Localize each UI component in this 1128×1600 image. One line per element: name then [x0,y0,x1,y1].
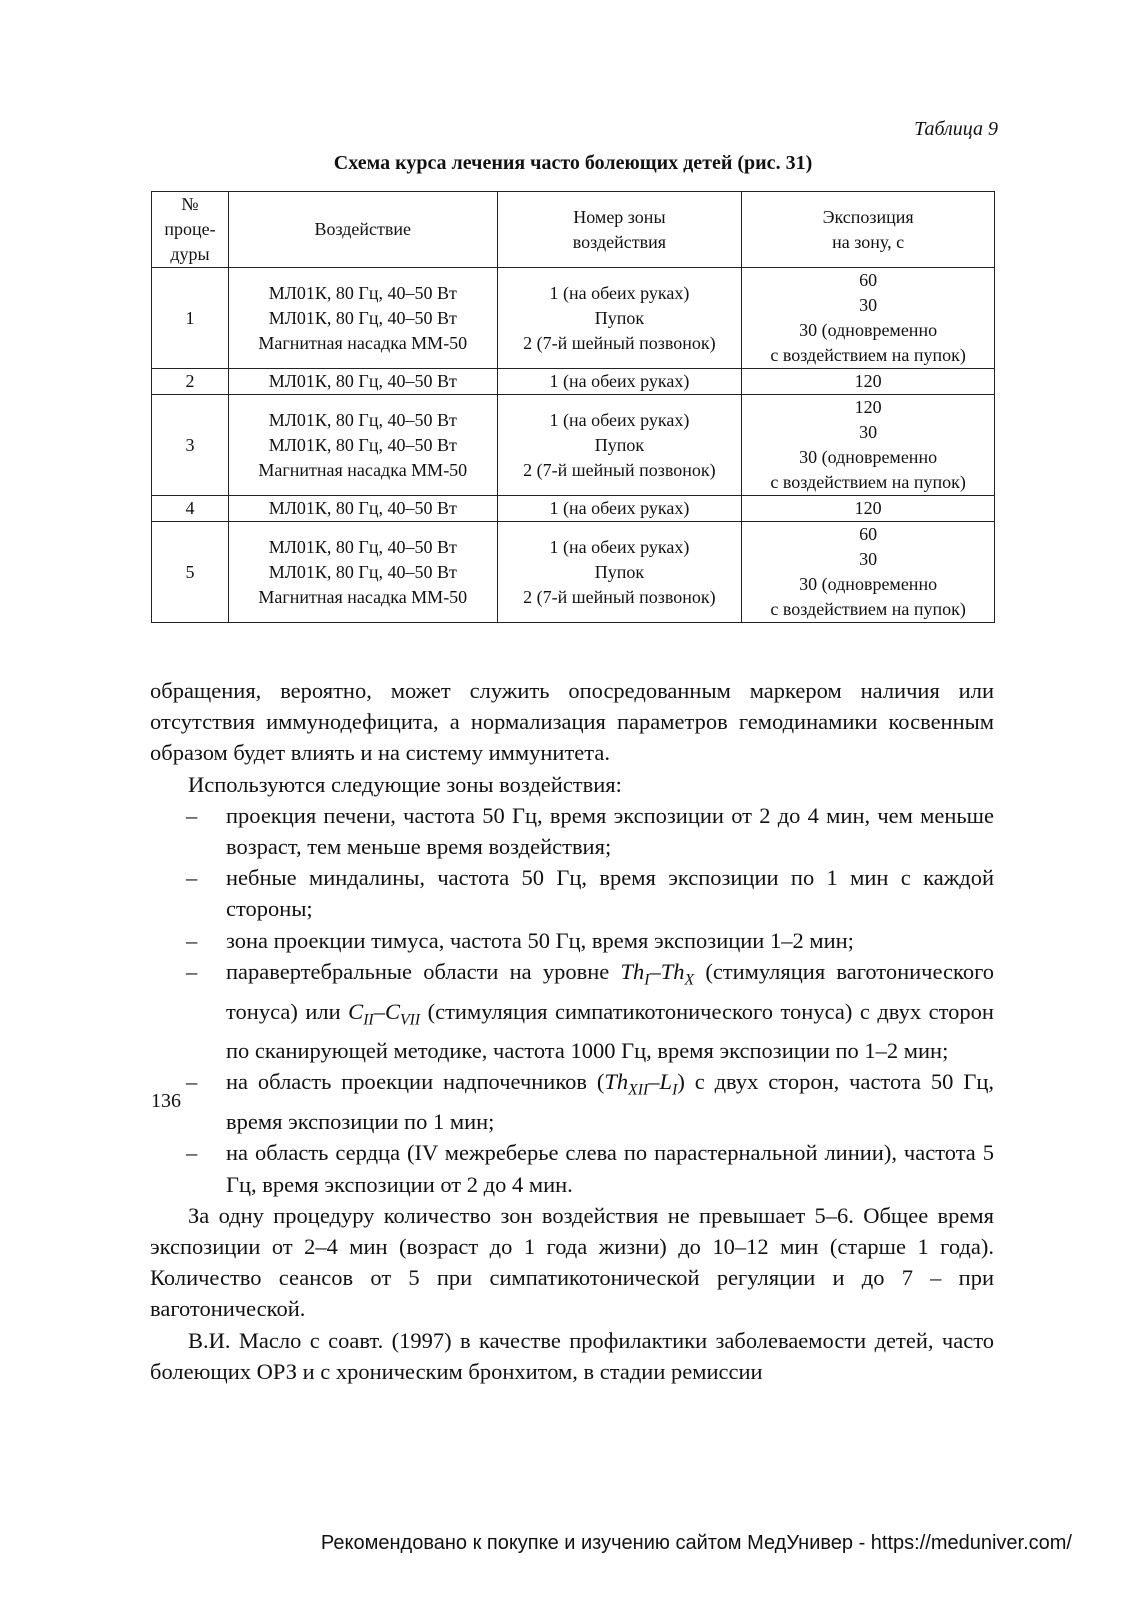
paragraph-zones-intro: Используются следующие зоны воздействия: [188,771,622,797]
header-zone-number: Номер зоны воздействия [497,192,742,268]
cell-action: МЛ01К, 80 Гц, 40–50 Вт [228,369,497,395]
table-row [152,268,995,369]
math-subscript: I [644,971,650,989]
list-dash: – [186,1140,198,1166]
text-run: (стимуляция симпатикотонического тонуса) с двух сторон по сканирующей методике, частота 1000 Гц, время экспозиции по 1–2 мин; [226,998,994,1064]
math-subscript: VII [399,1011,421,1029]
text-run: – [648,1069,660,1095]
list-dash: – [186,958,198,984]
table-row [152,395,995,496]
cell-exposure: 60 30 30 (одновременно с воздействием на пупок) [742,268,995,369]
text-run: – [649,958,661,984]
text-run: ) с двух сторон, частота 50 Гц, время экспозиции по 1 мин; [226,1069,994,1135]
table-header-row [152,192,995,268]
header-procedure-number: № проце- дуры [152,192,229,268]
cell-procedure-number: 3 [152,395,229,496]
list-item [150,862,994,924]
list-dash: – [186,927,198,953]
text-run: (стимуляция ваготонического тонуса) или [226,958,994,1024]
math-symbol: Th [620,958,645,984]
list-item [150,1066,994,1137]
list-dash: – [186,865,198,891]
zones-list [150,800,994,1200]
math-subscript: XII [628,1081,649,1099]
table-row [152,522,995,623]
footer-watermark: Рекомендовано к покупке и изучению сайтом МедУнивер - https://meduniver.com/ [320,1532,1072,1554]
list-item [150,925,994,956]
vertebra-range-thoracic [620,958,650,989]
text-run: паравертебральные области на уровне [226,958,621,984]
table-label: Таблица 9 [914,118,998,140]
math-subscript: X [684,971,695,989]
math-symbol: Th [660,958,685,984]
math-symbol: L [659,1069,673,1095]
paragraph-procedure-summary: За одну процедуру количество зон воздействия не превышает 5–6. Общее время экспозиции от 2–4 мин (возраст до 1 года жизни) до 10–12 мин (старше 1 года). Количество сеансов от 5 при симпатикотонической регуляции и до 7 – при ваготонической. [150,1202,994,1322]
header-exposure: Экспозиция на зону, с [742,192,995,268]
cell-procedure-number: 1 [152,268,229,369]
vertebra-range-lumbar [659,1069,678,1099]
cell-exposure: 120 [742,369,995,395]
cell-action: МЛ01К, 80 Гц, 40–50 Вт [228,496,497,522]
table-title: Схема курса лечения часто болеющих детей (рис. 31) [333,152,813,174]
cell-zone: 1 (на обеих руках) [497,369,742,395]
list-item-text: на область сердца (IV межреберье слева по парастернальной линии), частота 5 Гц, время экспозиции от 2 до 4 мин. [226,1140,994,1197]
body-text [150,675,994,1387]
list-item [150,956,994,1067]
cell-action: МЛ01К, 80 Гц, 40–50 Вт МЛ01К, 80 Гц, 40–50 Вт Магнитная насадка ММ-50 [228,268,497,369]
list-dash: – [186,802,198,828]
cell-exposure: 120 30 30 (одновременно с воздействием на пупок) [742,395,995,496]
list-item-text [226,959,994,1063]
cell-action: МЛ01К, 80 Гц, 40–50 Вт МЛ01К, 80 Гц, 40–50 Вт Магнитная насадка ММ-50 [228,522,497,623]
list-item [150,800,994,862]
math-subscript: I [672,1081,678,1099]
text-run: на область проекции надпочечников ( [226,1069,605,1095]
list-item-text [226,1069,994,1134]
table-row [152,369,995,395]
vertebra-range-cervical-end [384,998,421,1029]
page-number: 136 [151,1090,181,1112]
math-symbol: C [384,998,400,1024]
math-symbol: Th [604,1069,629,1095]
paragraph-maslo: В.И. Масло с соавт. (1997) в качестве профилактики заболеваемости детей, часто болеющих ОРЗ и с хроническим бронхитом, в стадии ремиссии [150,1327,994,1384]
vertebra-range-cervical [348,998,374,1029]
table-row [152,496,995,522]
list-dash: – [186,1069,198,1095]
math-symbol: C [348,998,364,1024]
treatment-schedule-table [151,191,995,623]
list-item-text: зона проекции тимуса, частота 50 Гц, время экспозиции 1–2 мин; [226,927,854,953]
cell-zone: 1 (на обеих руках) Пупок 2 (7-й шейный позвонок) [497,268,742,369]
cell-zone: 1 (на обеих руках) Пупок 2 (7-й шейный позвонок) [497,395,742,496]
header-action: Воздействие [228,192,497,268]
list-item-text: небные миндалины, частота 50 Гц, время экспозиции по 1 мин с каждой стороны; [226,865,994,922]
text-run: – [373,998,385,1024]
cell-exposure: 120 [742,496,995,522]
list-item [150,1137,994,1199]
cell-zone: 1 (на обеих руках) [497,496,742,522]
paragraph-continuation: обращения, вероятно, может служить опосредованным маркером наличия или отсутствия иммунодефицита, а нормализация параметров гемодинамики косвенным образом будет влиять и на систему иммунитета. [150,678,994,766]
cell-zone: 1 (на обеих руках) Пупок 2 (7-й шейный позвонок) [497,522,742,623]
cell-procedure-number: 4 [152,496,229,522]
cell-procedure-number: 2 [152,369,229,395]
list-item-text: проекция печени, частота 50 Гц, время экспозиции от 2 до 4 мин, чем меньше возраст, тем меньше время воздействия; [226,802,994,860]
cell-procedure-number: 5 [152,522,229,623]
vertebra-range-adrenal [604,1069,649,1099]
cell-action: МЛ01К, 80 Гц, 40–50 Вт МЛ01К, 80 Гц, 40–50 Вт Магнитная насадка ММ-50 [228,395,497,496]
cell-exposure: 60 30 30 (одновременно с воздействием на пупок) [742,522,995,623]
math-subscript: II [363,1011,374,1029]
vertebra-range-thoracic-end [660,958,695,989]
